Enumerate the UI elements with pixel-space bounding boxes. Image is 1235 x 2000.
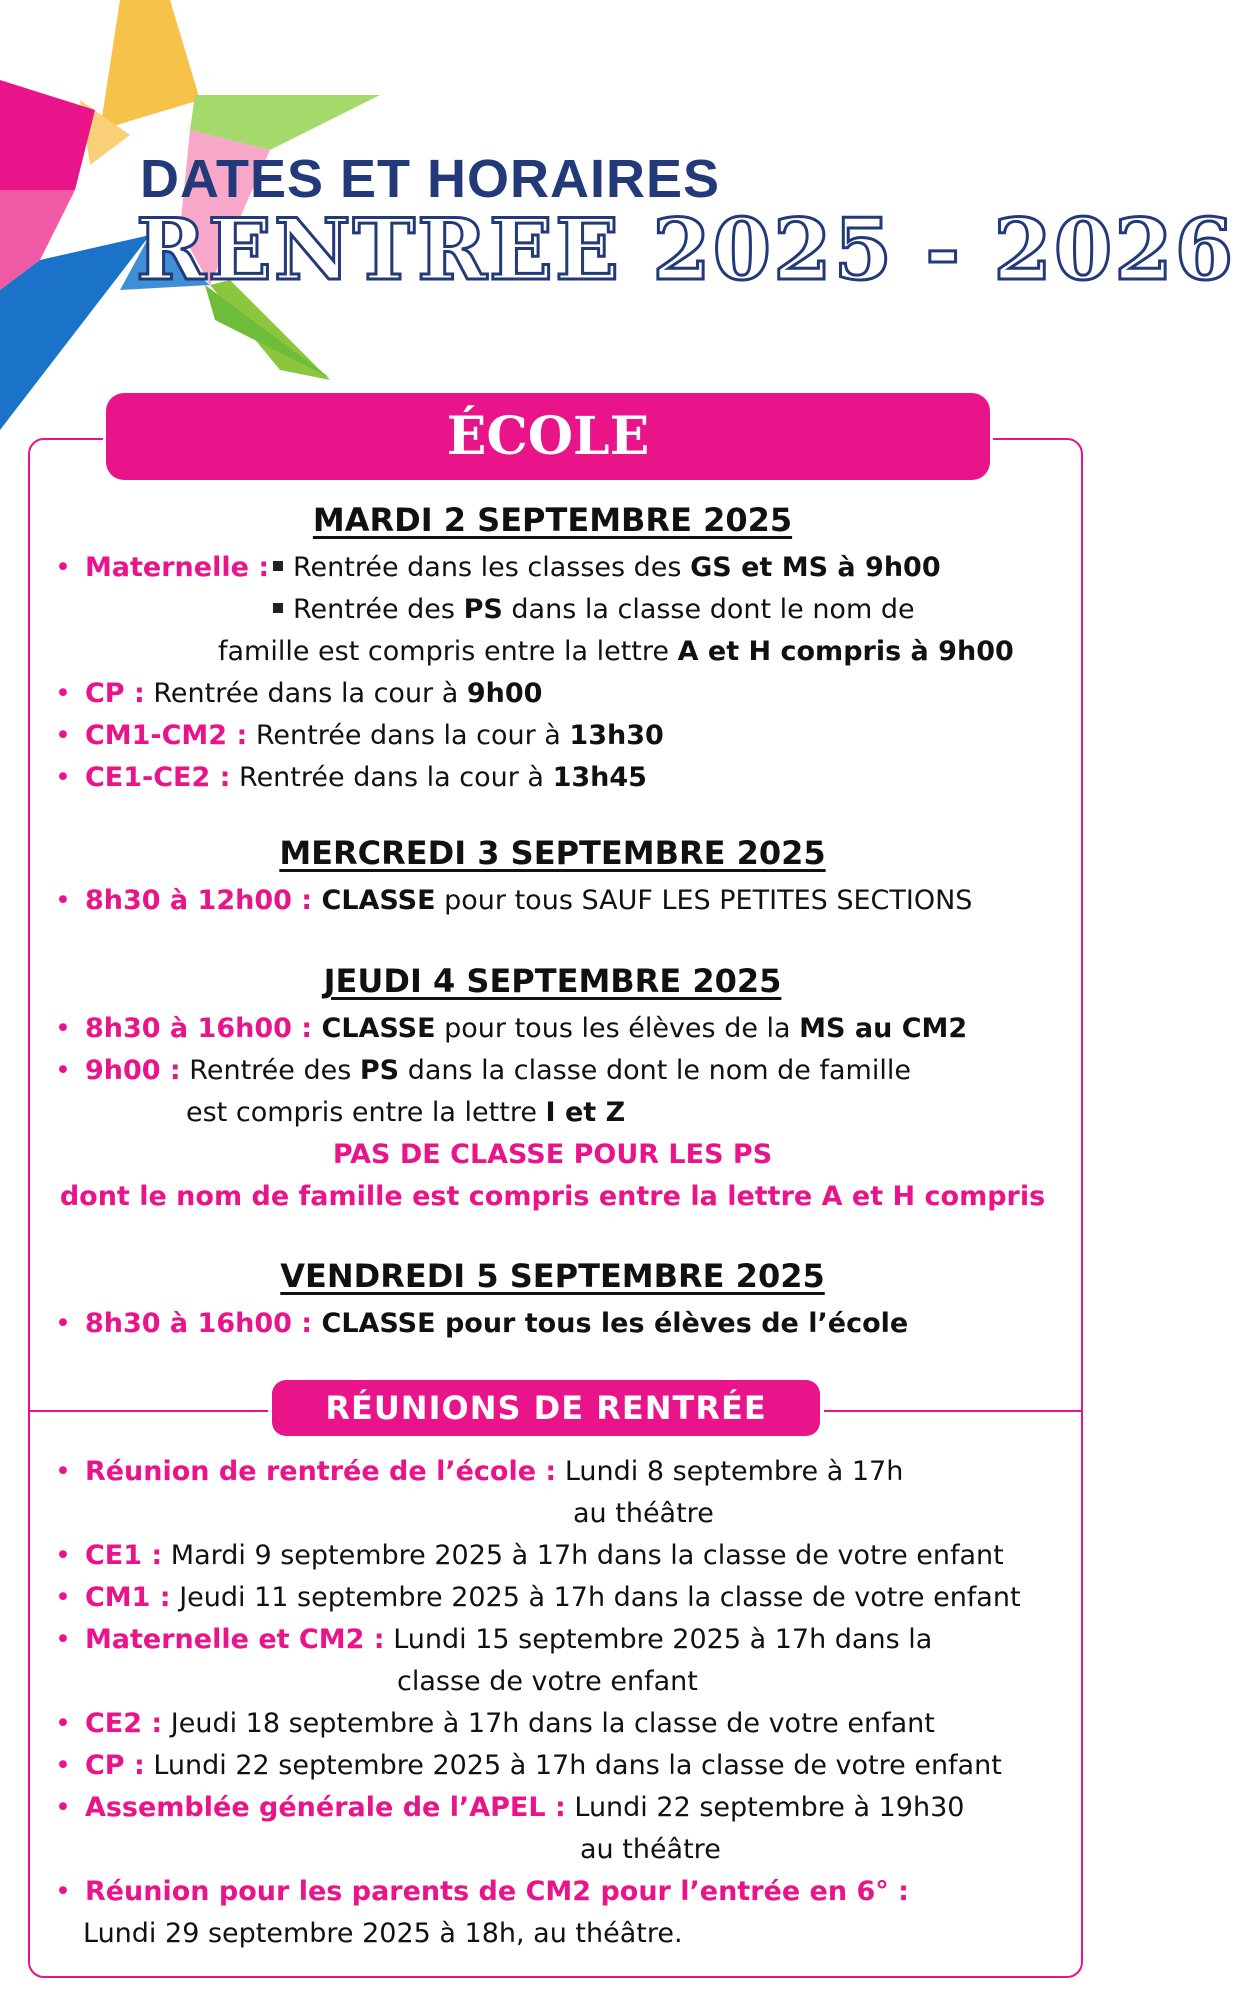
tuesday-maternelle-line: • Maternelle : bbox=[55, 550, 269, 586]
reunion-item-cont: au théâtre bbox=[573, 1498, 714, 1529]
thursday-note1: PAS DE CLASSE POUR LES PS bbox=[332, 1139, 773, 1170]
day-heading-friday: VENDREDI 5 SEPTEMBRE 2025 bbox=[280, 1257, 825, 1295]
tuesday-mat-line3: famille est compris entre la lettre A et H compris à 9h00 bbox=[218, 636, 1014, 667]
reunion-item: • Assemblée générale de l’APEL : Lundi 22 septembre à 19h30 bbox=[55, 1790, 964, 1826]
reunion-item: • CE2 : Jeudi 18 septembre à 17h dans la classe de votre enfant bbox=[55, 1706, 935, 1742]
reunion-item-cont: au théâtre bbox=[580, 1834, 721, 1865]
reunion-item: • Réunion pour les parents de CM2 pour l’entrée en 6° : bbox=[55, 1874, 909, 1910]
ecole-label: ÉCOLE bbox=[446, 406, 650, 467]
day-heading-thursday: JEUDI 4 SEPTEMBRE 2025 bbox=[323, 962, 782, 1000]
reunion-item: • CP : Lundi 22 septembre 2025 à 17h dans la classe de votre enfant bbox=[55, 1748, 1002, 1784]
tuesday-mat-line2: Rentrée des PS dans la classe dont le nom de bbox=[273, 592, 915, 628]
reunion-item-cont: Lundi 29 septembre 2025 à 18h, au théâtre. bbox=[83, 1918, 683, 1949]
day-heading-tuesday: MARDI 2 SEPTEMBRE 2025 bbox=[312, 501, 793, 539]
day-heading-wednesday: MERCREDI 3 SEPTEMBRE 2025 bbox=[279, 834, 826, 872]
wednesday-line: • 8h30 à 12h00 : CLASSE pour tous SAUF LES PETITES SECTIONS bbox=[55, 883, 972, 919]
thursday-line3: est compris entre la lettre I et Z bbox=[186, 1097, 626, 1128]
tuesday-cm-line: • CM1-CM2 : Rentrée dans la cour à 13h30 bbox=[55, 718, 664, 754]
reunion-item-cont: classe de votre enfant bbox=[397, 1666, 698, 1697]
reunion-item: • CE1 : Mardi 9 septembre 2025 à 17h dans la classe de votre enfant bbox=[55, 1538, 1004, 1574]
tuesday-ce-line: • CE1-CE2 : Rentrée dans la cour à 13h45 bbox=[55, 760, 647, 796]
thursday-line1: • 8h30 à 16h00 : CLASSE pour tous les élèves de la MS au CM2 bbox=[55, 1011, 967, 1047]
tuesday-cp-line: • CP : Rentrée dans la cour à 9h00 bbox=[55, 676, 542, 712]
tuesday-mat-line1: Rentrée dans les classes des GS et MS à 9h00 bbox=[273, 550, 941, 586]
reunions-banner bbox=[272, 1380, 820, 1436]
thursday-line2: • 9h00 : Rentrée des PS dans la classe dont le nom de famille bbox=[55, 1053, 911, 1089]
reunion-item: • Réunion de rentrée de l’école : Lundi 8 septembre à 17h bbox=[55, 1454, 903, 1490]
reunion-item: • Maternelle et CM2 : Lundi 15 septembre 2025 à 17h dans la bbox=[55, 1622, 932, 1658]
thursday-note2: dont le nom de famille est compris entre la lettre A et H compris bbox=[59, 1181, 1046, 1212]
title-dates-horaires: DATES ET HORAIRES bbox=[140, 149, 721, 209]
friday-line: • 8h30 à 16h00 : CLASSE pour tous les élèves de l’école bbox=[55, 1306, 908, 1342]
ecole-banner bbox=[106, 393, 990, 480]
reunion-item: • CM1 : Jeudi 11 septembre 2025 à 17h dans la classe de votre enfant bbox=[55, 1580, 1021, 1616]
reunions-label: RÉUNIONS DE RENTRÉE bbox=[325, 1389, 767, 1427]
title-rentree: RENTREE 2025 - 2026 bbox=[136, 200, 1235, 299]
